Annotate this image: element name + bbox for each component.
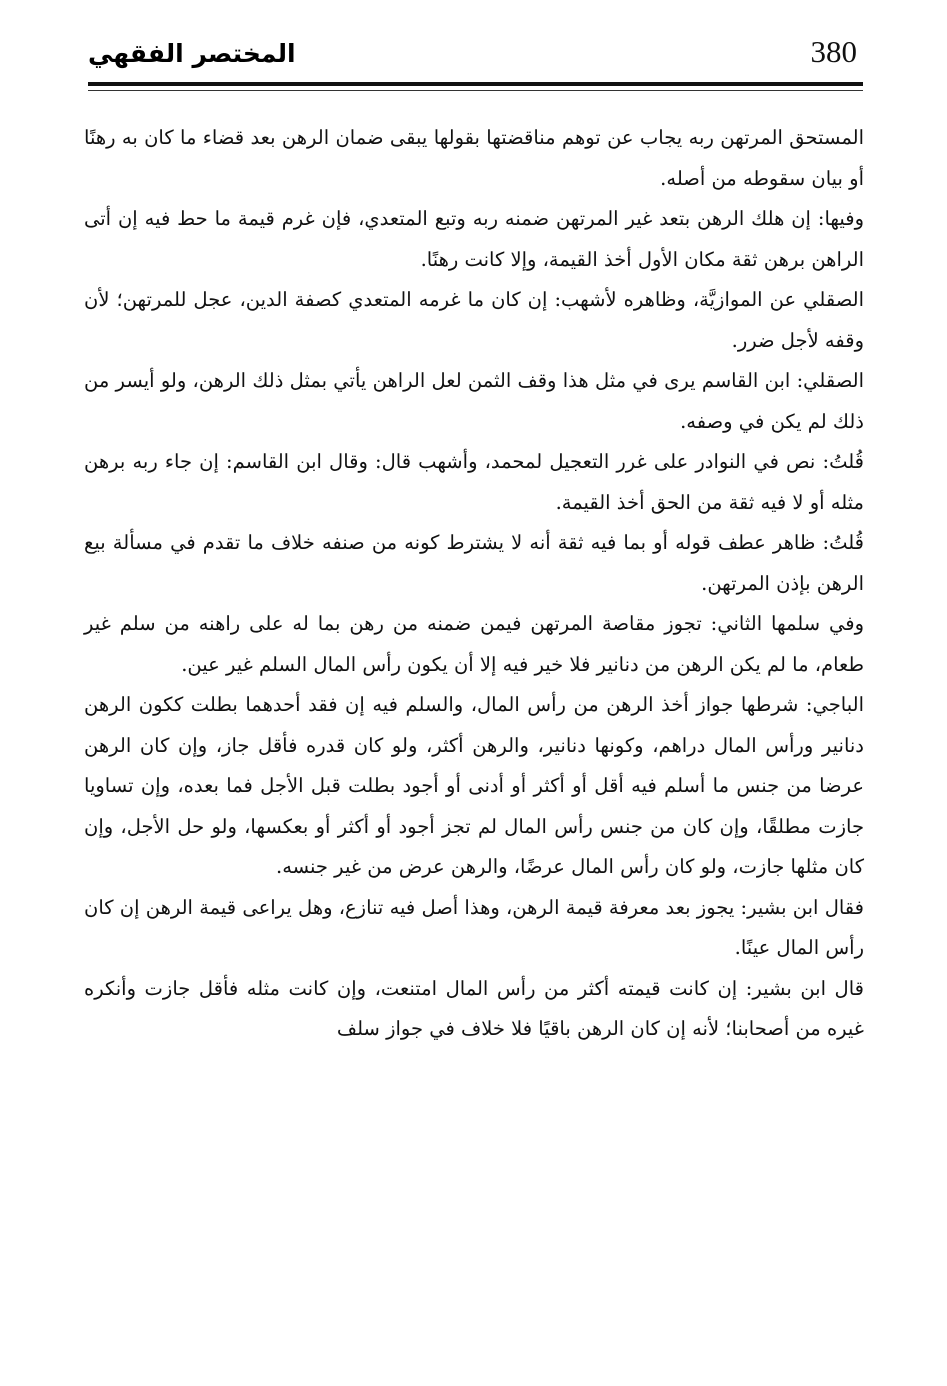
paragraph: قُلتُ: نص في النوادر على غرر التعجيل لمحمد، وأشهب قال: وقال ابن القاسم: إن جاء ربه برهن مثله أو لا فيه ثقة من الحق أخذ القيمة. [84,450,864,514]
paragraph: المستحق المرتهن ربه يجاب عن توهم مناقضتها بقولها يبقى ضمان الرهن بعد قضاء ما كان به رهنًا أو بيان سقوطه من أصله. [84,126,864,190]
paragraph: قُلتُ: ظاهر عطف قوله أو بما فيه ثقة أنه لا يشترط كونه من صنفه خلاف ما تقدم في مسألة بيع الرهن بإذن المرتهن. [84,531,864,595]
paragraph: فقال ابن بشير: يجوز بعد معرفة قيمة الرهن، وهذا أصل فيه تنازع، وهل يراعى قيمة الرهن إن كان رأس المال عينًا. [84,895,864,959]
page-number: 380 [810,34,857,69]
paragraph: الصقلي عن الموازيَّة، وظاهره لأشهب: إن كان ما غرمه المتعدي كصفة الدين، عجل للمرتهن؛ لأن وقفه لأجل ضرر. [84,288,864,352]
paragraph: وفي سلمها الثاني: تجوز مقاصة المرتهن فيمن ضمنه من رهن بما له على راهنه من سلم غير طعام، ما لم يكن الرهن من دنانير فلا خير فيه إلا أن يكون رأس المال السلم غير عين. [84,612,864,676]
header-rule-thin [88,90,863,91]
paragraph: الباجي: شرطها جواز أخذ الرهن من رأس المال، والسلم فيه إن فقد أحدهما بطلت ككون الرهن دنانير ورأس المال دراهم، وكونها دنانير، والرهن أكثر، ولو كان قدره فأقل جاز، وإن كان الرهن عرضا من جنس ما أسلم فيه أقل أو أكثر أو أدنى أو أجود بطلت قبل الأجل فما بعده، وإن تساويا جازت مطلقًا، وإن كان من جنس رأس المال لم تجز أجود أو أكثر أو بعكسها، ولو حل الأجل، وإن كان مثلها جازت، ولو كان رأس المال عرضًا، والرهن عرض من غير جنسه. [84,693,864,878]
paragraph: الصقلي: ابن القاسم يرى في مثل هذا وقف الثمن لعل الراهن يأتي بمثل ذلك الرهن، ولو أيسر من ذلك لم يكن في وصفه. [84,369,864,433]
header-rule-thick [88,82,863,86]
paragraph: وفيها: إن هلك الرهن بتعد غير المرتهن ضمنه ربه وتبع المتعدي، فإن غرم قيمة ما حط فيه إن أتى الراهن برهن ثقة مكان الأول أخذ القيمة، وإلا كانت رهنًا. [84,207,864,271]
paragraph: قال ابن بشير: إن كانت قيمته أكثر من رأس المال امتنعت، وإن كانت مثله فأقل جازت وأنكره غيره من أصحابنا؛ لأنه إن كان الرهن باقيًا فلا خلاف في جواز سلف [84,976,864,1040]
page-header [88,28,863,80]
running-title: المختصر الفقهي [88,39,296,68]
body-text [84,118,864,1050]
